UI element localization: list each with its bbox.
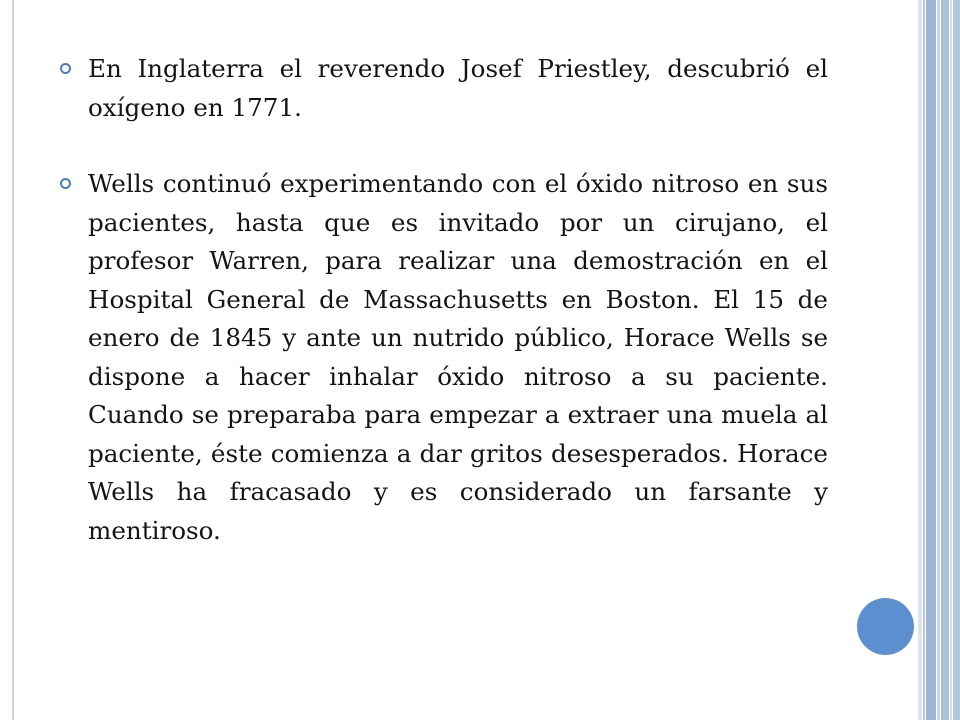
bullet-item: [60, 50, 828, 127]
decorative-stripes: [918, 0, 960, 720]
stripe: [937, 0, 940, 720]
stripe: [918, 0, 922, 720]
slide-content: [60, 50, 828, 588]
accent-circle: [857, 598, 914, 655]
bullet-text: Wells continuó experimentando con el óxido nitroso en sus pacientes, hasta que es invitado por un cirujano, el profesor Warren, para realizar una demostración en el Hospital General de Massachusetts en Boston. El 15 de enero de 1845 y ante un nutrido público, Horace Wells se dispone a hacer inhalar óxido nitroso a su paciente. Cuando se preparaba para empezar a extraer una muela al paciente, éste comienza a dar gritos desesperados. Horace Wells ha fracasado y es considerado un farsante y mentiroso.: [88, 169, 828, 545]
ring-bullet-icon: [60, 63, 71, 74]
stripe: [941, 0, 949, 720]
stripe: [926, 0, 936, 720]
bullet-item: [60, 165, 828, 550]
stripe: [953, 0, 960, 720]
stripe: [950, 0, 952, 720]
bullet-text: En Inglaterra el reverendo Josef Priestley, descubrió el oxígeno en 1771.: [88, 54, 828, 122]
stripe: [923, 0, 925, 720]
ring-bullet-icon: [60, 178, 71, 189]
